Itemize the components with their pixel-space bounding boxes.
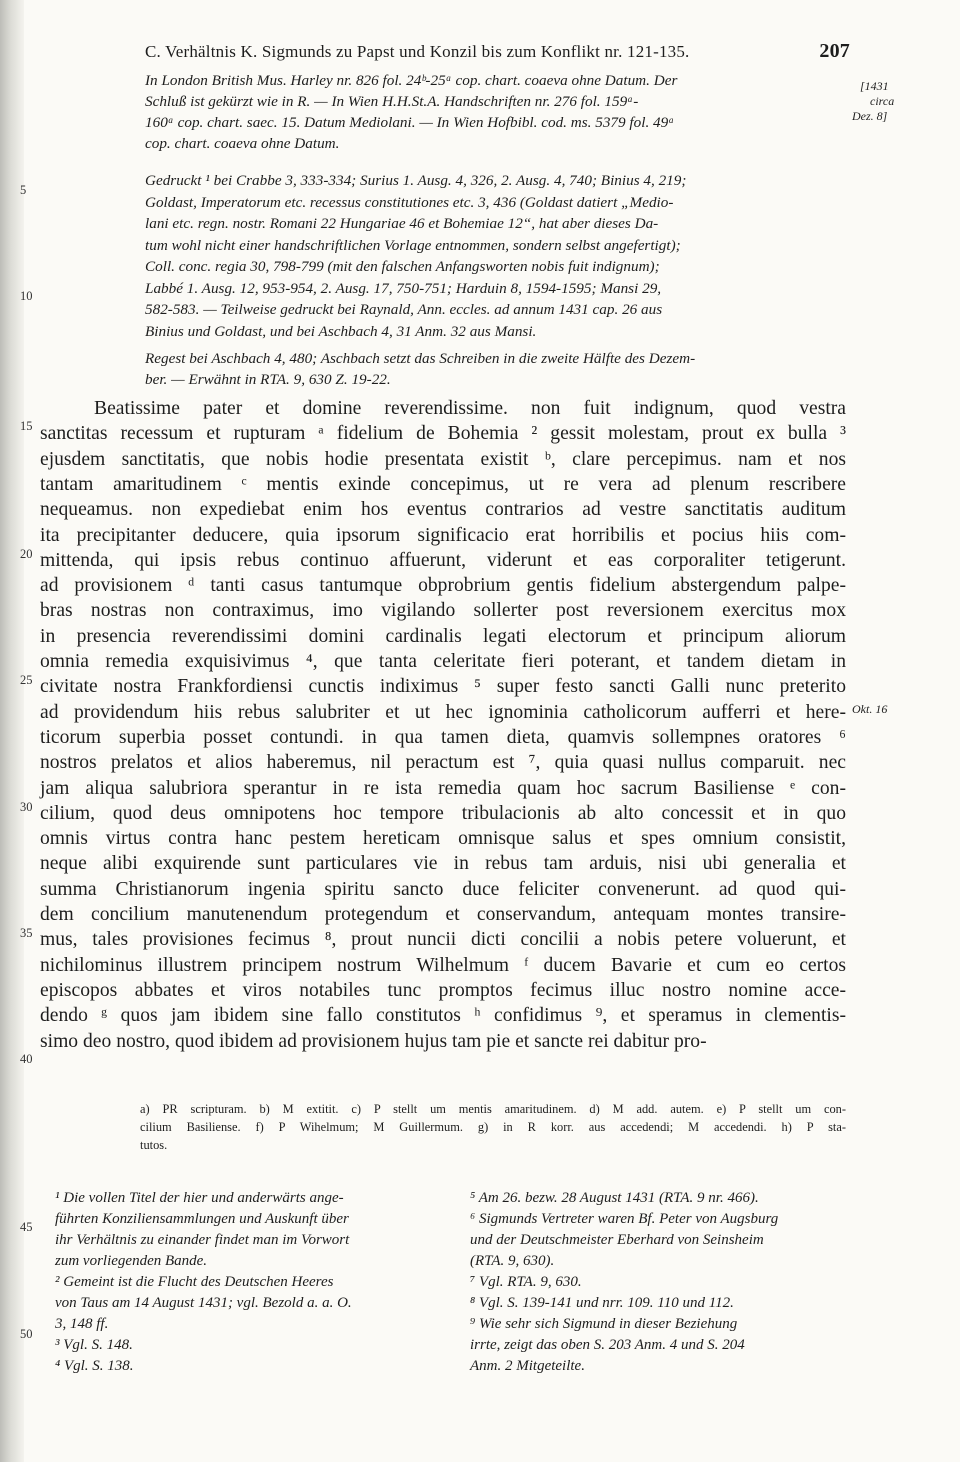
footnote-line: (RTA. 9, 630). <box>470 1253 555 1269</box>
footnote-line: 3, 148 ff. <box>55 1316 109 1332</box>
body-line: mus, tales provisiones fecimus ⁸, prout nuncii dicti concilii a nobis petere voluerunt, et <box>40 929 846 951</box>
variant-line: tutos. <box>140 1138 168 1152</box>
footnote-line: ⁵ Am 26. bezw. 28 August 1431 (RTA. 9 nr. 466). <box>470 1190 759 1206</box>
body-line: episcopos abbates et viros notabiles tunc promptos fecimus illuc nostro nomine acce- <box>40 979 846 1001</box>
body-line: tantam amaritudinem ᶜ mentis exinde concepimus, ut re vera ad plenum rescribere <box>40 473 846 495</box>
page-header <box>145 40 850 64</box>
body-line: ad provisionem ᵈ tanti casus tantumque obprobrium gentis fidelium abstergendum palpe- <box>40 575 846 597</box>
line-number: 20 <box>20 547 33 561</box>
body-line: in presencia reverendissimi domini cardinalis legati electorum et principum aliorum <box>40 625 846 647</box>
footnote-line: zum vorliegenden Bande. <box>55 1253 208 1269</box>
line-number: 40 <box>20 1052 33 1066</box>
running-title: C. Verhältnis K. Sigmunds zu Papst und Konzil bis zum Konflikt nr. 121-135. <box>145 42 690 61</box>
variant-line: cilium Basiliense. f) P Wihelmum; M Guillermum. g) in R korr. aus accedendi; M accedendi. h) P sta- <box>140 1120 846 1134</box>
body-line: civitate nostra Frankfordiensi cunctis indiximus ⁵ super festo sancti Galli nunc preterito <box>40 676 846 698</box>
margin-date-circa: circa <box>870 94 895 108</box>
body-line: ejusdem sanctitatis, que nobis hodie presentata existit ᵇ, clare percepimus. nam et nos <box>40 448 846 470</box>
print-line: tum wohl nicht einer handschriftlichen Vorlage entnommen, sondern selbst angefertigt); <box>145 236 681 254</box>
body-line: nequeamus. non expediebat enim hos eventus contrarios ad vestre sanctitatis auditum <box>40 499 846 521</box>
footnote-line: ⁶ Sigmunds Vertreter waren Bf. Peter von Augsburg <box>470 1211 779 1227</box>
footnote-line: ihr Verhältnis zu einander findet man im Vorwort <box>55 1232 350 1248</box>
source-line: 160ᵃ cop. chart. saec. 15. Datum Mediolani. — In Wien Hofbibl. cod. ms. 5379 fol. 49ᵃ <box>145 114 675 131</box>
margin-date-okt: Okt. 16 <box>852 702 888 716</box>
footnote-line: von Taus am 14 August 1431; vgl. Bezold a. a. O. <box>55 1295 352 1311</box>
body-line: bras nostras non contraximus, imo vigilando sollerter post reversionem exercitus mox <box>40 600 846 622</box>
footnote-line: ⁷ Vgl. RTA. 9, 630. <box>470 1274 582 1290</box>
print-line: Labbé 1. Ausg. 12, 953-954, 2. Ausg. 17, 750-751; Harduin 8, 1594-1595; Mansi 29, <box>145 279 662 297</box>
body-line: dendo ᵍ quos jam ibidem sine fallo constitutos ʰ confidimus ⁹, et speramus in clementis- <box>40 1005 846 1027</box>
body-line: cilium, quod deus omnipotens hoc tempore tribulacionis ab alto concessit et in quo <box>40 802 846 824</box>
body-line: nichilominus illustrem principem nostrum Wilhelmum ᶠ ducem Bavarie et cum eo certos <box>40 954 846 976</box>
line-number: 25 <box>20 673 33 687</box>
regest-line: Regest bei Aschbach 4, 480; Aschbach setzt das Schreiben in die zweite Hälfte des Dezem- <box>145 350 696 367</box>
body-line: nostros prelatos et alios haberemus, nil peractum est ⁷, quia quasi nullus comparuit. nec <box>40 752 846 774</box>
print-line: Gedruckt ¹ bei Crabbe 3, 333-334; Surius 1. Ausg. 4, 326, 2. Ausg. 4, 740; Binius 4, 219; <box>145 172 687 189</box>
variant-line: a) PR scripturam. b) M extitit. c) P stellt um mentis amaritudinem. d) M add. autem. e) P stellt um con- <box>140 1102 846 1116</box>
margin-date-year: [1431 <box>860 79 889 93</box>
regest-line: ber. — Erwähnt in RTA. 9, 630 Z. 19-22. <box>145 371 391 388</box>
footnote-line: führten Konziliensammlungen und Auskunft über <box>55 1211 349 1227</box>
body-line: simo deo nostro, quod ibidem ad provisionem hujus tam pie et sancte rei dabitur pro- <box>40 1030 707 1052</box>
body-line: ticorum superbia posset contundi. in qua tamen dieta, quamvis sollempnes oratores ⁶ <box>40 726 846 748</box>
print-line: Binius und Goldast, und bei Aschbach 4, 31 Anm. 32 aus Mansi. <box>145 322 537 340</box>
footnote-line: Anm. 2 Mitgeteilte. <box>470 1358 585 1374</box>
body-line: omnis virtus contra hanc pestem hereticam omnisque salus et spes omnium consistit, <box>40 828 846 850</box>
body-line: neque alibi exquirende sunt particulares vie in rebus tam arduis, nisi ubi generalia et <box>40 853 846 875</box>
body-line: omnia remedia exquisivimus ⁴, que tanta celeritate fieri poterant, et tandem dietam in <box>40 651 846 672</box>
body-line: ad providendum hiis rebus salubriter et ut hec ignominia catholicorum aufferri et here- <box>40 701 846 723</box>
body-line: Beatissime pater et domine reverendissime. non fuit indignum, quod vestra <box>94 398 846 419</box>
body-line: summa Christianorum ingenia spiritu sancto duce feliciter convenerunt. ad quod qui- <box>40 878 846 900</box>
footnote-line: irrte, zeigt das oben S. 203 Anm. 4 und S. 204 <box>470 1337 745 1353</box>
margin-date-day: Dez. 8] <box>852 109 888 123</box>
line-number: 15 <box>20 419 33 433</box>
footnote-line: ⁴ Vgl. S. 138. <box>55 1358 134 1374</box>
footnote-line: ⁹ Wie sehr sich Sigmund in dieser Beziehung <box>470 1316 738 1332</box>
line-number: 35 <box>20 926 33 940</box>
footnote-line: ³ Vgl. S. 148. <box>55 1337 133 1353</box>
footnote-line: ² Gemeint ist die Flucht des Deutschen Heeres <box>55 1274 334 1290</box>
print-line: Goldast, Imperatorum etc. recessus constitutiones etc. 3, 436 (Goldast datiert „Medio- <box>145 193 674 211</box>
print-line: lani etc. regn. nostr. Romani 22 Hungariae 46 et Bohemiae 12“, hat aber dieses Da- <box>145 215 659 232</box>
line-number: 5 <box>20 183 27 197</box>
source-line: In London British Mus. Harley nr. 826 fol. 24ᵇ-25ᵃ cop. chart. coaeva ohne Datum. Der <box>145 72 678 89</box>
footnote-line: und der Deutschmeister Eberhard von Seinsheim <box>470 1232 764 1248</box>
footnote-line: ¹ Die vollen Titel der hier und anderwärts ange- <box>55 1190 344 1206</box>
body-line: mittenda, qui ipsis rebus continuo affuerunt, viderunt et eas corporaliter tetigerunt. <box>40 549 846 571</box>
line-number: 45 <box>20 1220 33 1234</box>
body-line: jam aliqua salubriora sperantur in re ista remedia quam hoc sacrum Basiliense ᵉ con- <box>40 777 846 799</box>
body-line: sanctitas recessum et rupturam ᵃ fidelium de Bohemia ² gessit molestam, prout ex bulla ³ <box>40 423 846 445</box>
line-number: 30 <box>20 800 33 814</box>
body-line: dem concilium manutenendum protegendum et conservandum, antequam montes transire- <box>40 904 846 925</box>
source-line: cop. chart. coaeva ohne Datum. <box>145 135 340 152</box>
source-line: Schluß ist gekürzt wie in R. — In Wien H.H.St.A. Handschriften nr. 276 fol. 159ᵃ- <box>145 93 639 110</box>
print-line: Coll. conc. regia 30, 798-799 (mit den falschen Anfangsworten nobis fuit indignum); <box>145 258 660 275</box>
print-line: 582-583. — Teilweise gedruckt bei Raynald, Ann. eccles. ad annum 1431 cap. 26 aus <box>145 301 663 318</box>
page-number: 207 <box>819 40 850 62</box>
body-line: ita precipitanter deducere, quia ipsorum significacio erat horribilis et pocius hiis com- <box>40 524 846 546</box>
line-number: 10 <box>20 289 33 303</box>
line-number: 50 <box>20 1327 33 1341</box>
footnote-line: ⁸ Vgl. S. 139-141 und nrr. 109. 110 und 112. <box>470 1295 734 1311</box>
